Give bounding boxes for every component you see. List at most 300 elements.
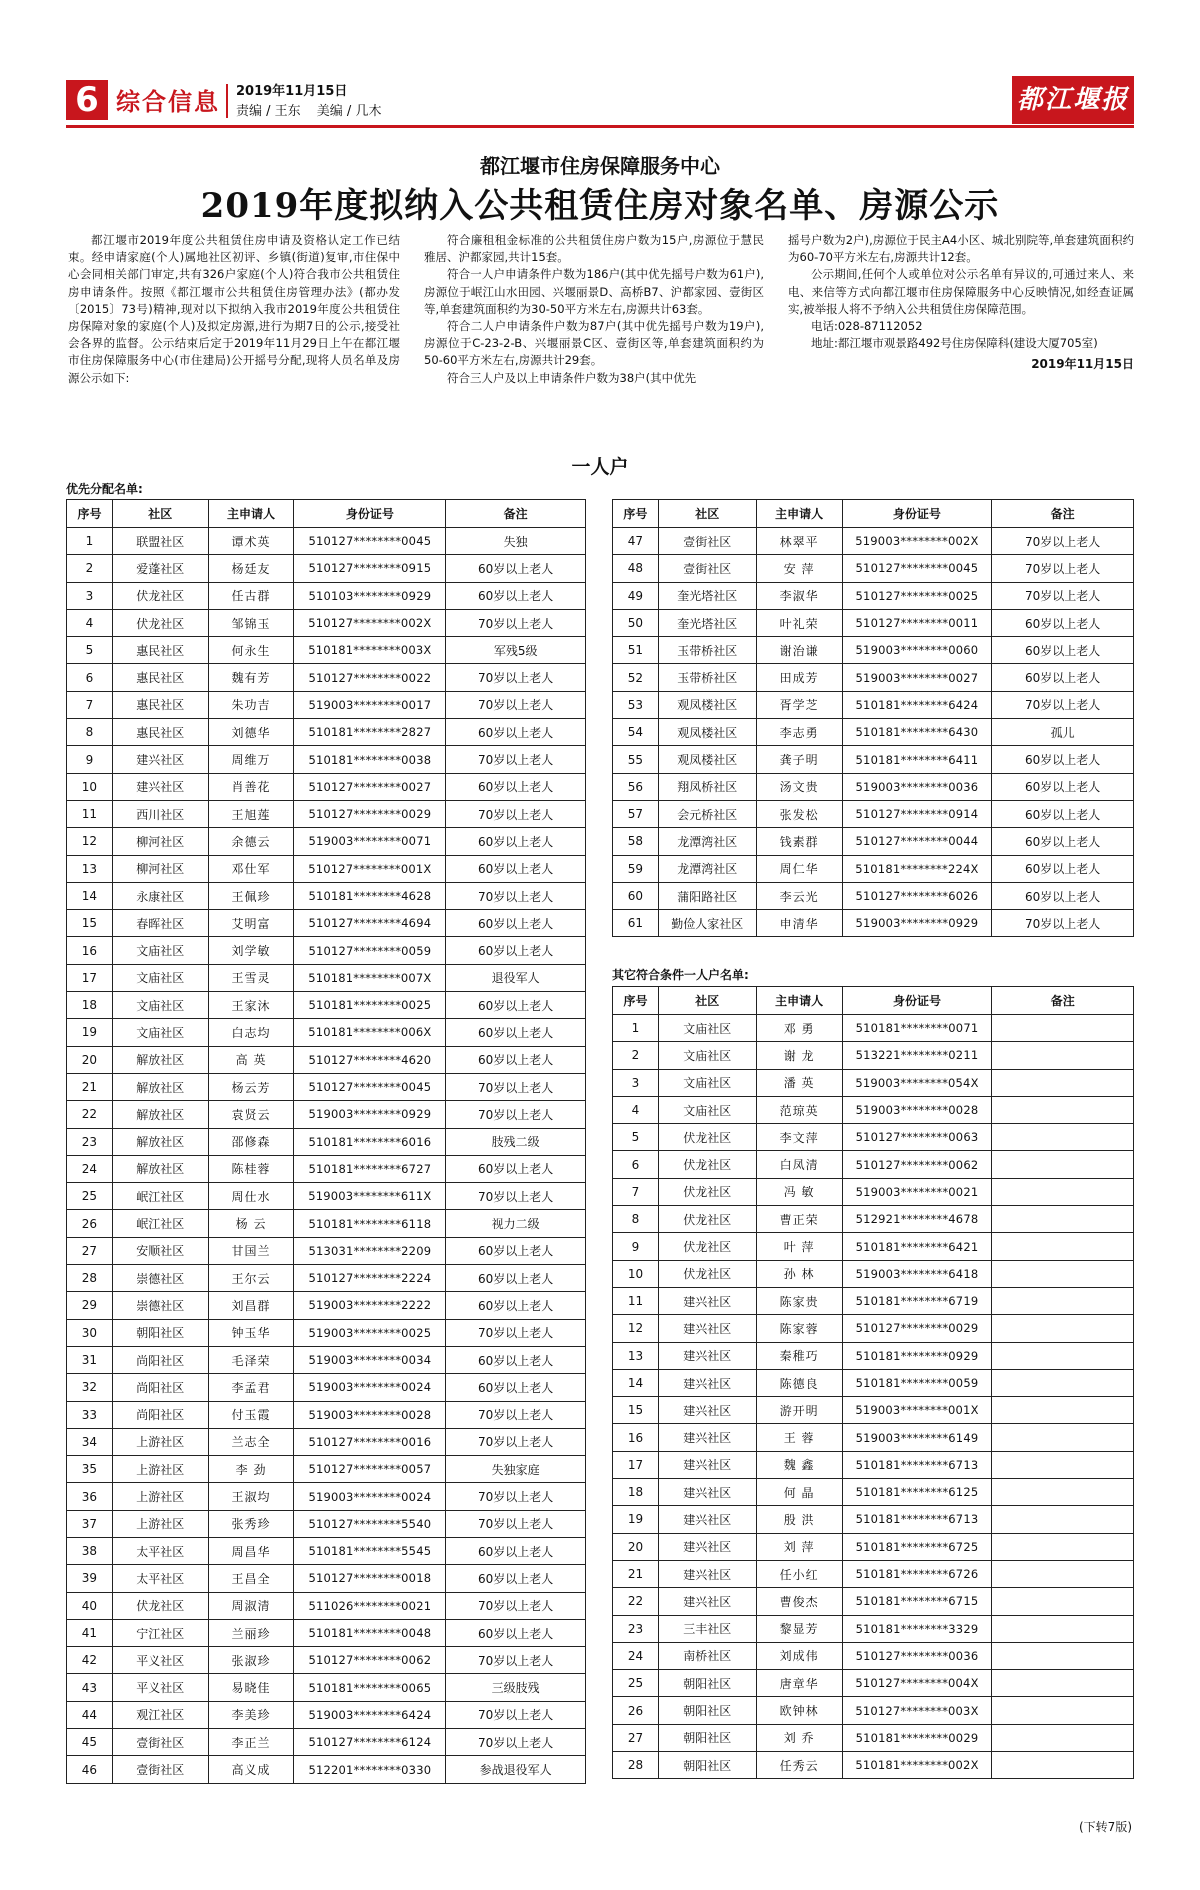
intro-paragraph: 都江堰市2019年度公共租赁住房申请及资格认定工作已结束。经申请家庭(个人)属地社区初评、乡镇(街道)复审,市住保中心会同相关部门审定,共有326户家庭(个人)符合我市公共租赁住房申请条件。按照《都江堰市公共租赁住房管理办法》(都办发〔2015〕73号)精神,现对以下拟纳入我市2019年度公共租赁住房保障对象的家庭(个人)及拟定房源,进行为期7日的公示,接受社会各界的监督。公示结束后定于2019年11月29日上午在都江堰市住房保障服务中心(市住建局)公开摇号分配,现将人员名单及房源公示如下: (68, 233, 400, 385)
table-row (67, 1019, 586, 1046)
cell-id-number: 510127********0022 (294, 664, 446, 691)
cell-remark (992, 1615, 1134, 1642)
table-row (613, 882, 1134, 909)
cell-id-number: 519003********6418 (842, 1260, 992, 1287)
cell-number: 16 (67, 937, 113, 964)
cell-applicant: 冯 敏 (756, 1178, 842, 1205)
cell-community: 建兴社区 (112, 773, 208, 800)
table-row (613, 1752, 1134, 1779)
cell-number: 28 (67, 1265, 113, 1292)
cell-community: 尚阳社区 (112, 1401, 208, 1428)
cell-community: 壹街社区 (658, 528, 756, 555)
cell-community: 朝阳社区 (658, 1752, 756, 1779)
table-row (613, 1369, 1134, 1396)
cell-applicant: 李 劲 (208, 1456, 294, 1483)
cell-number: 56 (613, 773, 659, 800)
cell-community: 勤俭人家社区 (658, 910, 756, 937)
table-row (67, 637, 586, 664)
body-column-2 (424, 232, 764, 387)
table-row (613, 1342, 1134, 1369)
cell-id-number: 510181********6430 (842, 719, 992, 746)
cell-id-number: 510181********6424 (842, 691, 992, 718)
cell-applicant: 任古群 (208, 582, 294, 609)
cell-number: 19 (613, 1506, 659, 1533)
cell-remark: 70岁以上老人 (446, 1592, 586, 1619)
cell-community: 朝阳社区 (112, 1319, 208, 1346)
notice-date: 2019年11月15日 (1031, 357, 1134, 372)
cell-id-number: 510181********6125 (842, 1479, 992, 1506)
cell-number: 30 (67, 1319, 113, 1346)
cell-remark: 70岁以上老人 (446, 800, 586, 827)
cell-id-number: 519003********0025 (294, 1319, 446, 1346)
table-header-row (613, 500, 1134, 528)
three-person-continued: 摇号户数为2户),房源位于民主A4小区、城北别院等,单套建筑面积约为60-70平方米左右,房源共计12套。 (788, 233, 1134, 265)
cell-remark: 70岁以上老人 (992, 555, 1134, 582)
cell-number: 43 (67, 1674, 113, 1701)
cell-number: 46 (67, 1756, 113, 1783)
cell-remark (992, 1533, 1134, 1560)
table-row (67, 800, 586, 827)
cell-remark: 70岁以上老人 (446, 1401, 586, 1428)
cell-applicant: 毛泽荣 (208, 1346, 294, 1373)
cell-id-number: 510181********002X (842, 1752, 992, 1779)
cell-applicant: 周仕水 (208, 1183, 294, 1210)
cell-remark: 60岁以上老人 (446, 1565, 586, 1592)
organization-name: 都江堰市住房保障服务中心 (480, 154, 720, 178)
cell-number: 27 (67, 1237, 113, 1264)
page-number: 6 (66, 80, 108, 120)
cell-id-number: 510127********0029 (842, 1315, 992, 1342)
cell-remark (992, 1015, 1134, 1042)
cell-number: 26 (613, 1697, 659, 1724)
cell-community: 建兴社区 (658, 1397, 756, 1424)
cell-remark (992, 1670, 1134, 1697)
cell-remark (992, 1315, 1134, 1342)
cell-number: 20 (67, 1046, 113, 1073)
cell-remark: 70岁以上老人 (446, 1729, 586, 1756)
cell-applicant: 杨云芳 (208, 1073, 294, 1100)
cell-id-number: 510181********007X (294, 964, 446, 991)
cell-remark: 60岁以上老人 (992, 664, 1134, 691)
cell-applicant: 王淑均 (208, 1483, 294, 1510)
cell-community: 蒲阳路社区 (658, 882, 756, 909)
cell-remark: 70岁以上老人 (446, 1510, 586, 1537)
cell-community: 龙潭湾社区 (658, 855, 756, 882)
cell-id-number: 510127********0016 (294, 1428, 446, 1455)
cell-applicant: 田成芳 (756, 664, 842, 691)
cell-id-number: 510127********2224 (294, 1265, 446, 1292)
cell-applicant: 周维万 (208, 746, 294, 773)
table-row (67, 964, 586, 991)
cell-id-number: 510127********0044 (842, 828, 992, 855)
cell-number: 13 (613, 1342, 659, 1369)
table-row (67, 773, 586, 800)
column-header: 主申请人 (208, 500, 294, 528)
cell-remark: 肢残二级 (446, 1128, 586, 1155)
cell-remark: 60岁以上老人 (446, 1619, 586, 1646)
table-row (67, 746, 586, 773)
table-header-row (67, 500, 586, 528)
table-row (67, 1374, 586, 1401)
cell-remark: 60岁以上老人 (446, 1155, 586, 1182)
table-row (67, 582, 586, 609)
cell-number: 4 (67, 609, 113, 636)
cell-community: 壹街社区 (112, 1756, 208, 1783)
cell-remark (992, 1233, 1134, 1260)
cell-applicant: 李文萍 (756, 1124, 842, 1151)
cell-id-number: 510127********0059 (294, 937, 446, 964)
cell-remark (992, 1697, 1134, 1724)
cell-applicant: 刘成伟 (756, 1642, 842, 1669)
cell-id-number: 519003********001X (842, 1397, 992, 1424)
cell-number: 13 (67, 855, 113, 882)
table-row (67, 1128, 586, 1155)
cell-remark: 60岁以上老人 (446, 1537, 586, 1564)
table-row (67, 1183, 586, 1210)
cell-number: 26 (67, 1210, 113, 1237)
table-row (67, 1073, 586, 1100)
table-header-row (613, 987, 1134, 1015)
cell-community: 宁江社区 (112, 1619, 208, 1646)
cell-id-number: 510181********6719 (842, 1287, 992, 1314)
cell-remark: 退役军人 (446, 964, 586, 991)
cell-applicant: 曹正荣 (756, 1206, 842, 1233)
cell-community: 岷江社区 (112, 1183, 208, 1210)
cell-applicant: 刘德华 (208, 719, 294, 746)
cell-applicant: 刘 萍 (756, 1533, 842, 1560)
table-row (613, 1178, 1134, 1205)
cell-applicant: 艾明富 (208, 910, 294, 937)
column-header: 备注 (992, 987, 1134, 1015)
header-rule (66, 125, 1134, 128)
three-person-paragraph: 符合三人户及以上申请条件户数为38户(其中优先 (447, 370, 697, 385)
body-column-1 (68, 232, 400, 387)
cell-id-number: 510127********001X (294, 855, 446, 882)
cell-remark (992, 1752, 1134, 1779)
table-row (67, 1456, 586, 1483)
cell-number: 45 (67, 1729, 113, 1756)
cell-number: 17 (613, 1451, 659, 1478)
cell-applicant: 魏 鑫 (756, 1451, 842, 1478)
cell-remark: 70岁以上老人 (446, 1647, 586, 1674)
other-list-label: 其它符合条件一人户名单: (612, 968, 749, 982)
cell-number: 29 (67, 1292, 113, 1319)
cell-community: 建兴社区 (658, 1287, 756, 1314)
table-row (67, 1565, 586, 1592)
cell-applicant: 欧钟林 (756, 1697, 842, 1724)
cell-number: 4 (613, 1096, 659, 1123)
cell-community: 建兴社区 (658, 1451, 756, 1478)
table-row (67, 1619, 586, 1646)
cell-id-number: 513031********2209 (294, 1237, 446, 1264)
cell-id-number: 511026********0021 (294, 1592, 446, 1619)
cell-community: 上游社区 (112, 1428, 208, 1455)
cell-remark: 60岁以上老人 (446, 1292, 586, 1319)
cell-id-number: 510181********0059 (842, 1369, 992, 1396)
table-row (613, 1724, 1134, 1751)
table-row (67, 1729, 586, 1756)
cell-community: 文庙社区 (112, 1019, 208, 1046)
cell-remark: 60岁以上老人 (446, 910, 586, 937)
cell-community: 伏龙社区 (112, 582, 208, 609)
table-row (613, 1287, 1134, 1314)
cell-id-number: 510127********0045 (294, 528, 446, 555)
cell-community: 太平社区 (112, 1537, 208, 1564)
contact-address: 地址:都江堰市观景路492号住房保障科(建设大厦705室) (811, 336, 1098, 351)
cell-community: 文庙社区 (658, 1069, 756, 1096)
cell-number: 53 (613, 691, 659, 718)
cell-remark: 60岁以上老人 (446, 582, 586, 609)
table-row (613, 1697, 1134, 1724)
cell-number: 33 (67, 1401, 113, 1428)
table-row (613, 555, 1134, 582)
cell-applicant: 范琼英 (756, 1096, 842, 1123)
cell-community: 会元桥社区 (658, 800, 756, 827)
cell-community: 惠民社区 (112, 719, 208, 746)
cell-id-number: 510127********4694 (294, 910, 446, 937)
cell-community: 解放社区 (112, 1128, 208, 1155)
cell-applicant: 潘 英 (756, 1069, 842, 1096)
cell-community: 西川社区 (112, 800, 208, 827)
cell-id-number: 510181********6726 (842, 1560, 992, 1587)
cell-id-number: 519003********0036 (842, 773, 992, 800)
cell-applicant: 谢 龙 (756, 1042, 842, 1069)
cell-id-number: 510127********0045 (294, 1073, 446, 1100)
table-row (613, 1479, 1134, 1506)
cell-id-number: 510103********0929 (294, 582, 446, 609)
cell-applicant: 谭术英 (208, 528, 294, 555)
cell-applicant: 付玉霞 (208, 1401, 294, 1428)
cell-community: 伏龙社区 (112, 609, 208, 636)
cell-id-number: 510181********0025 (294, 992, 446, 1019)
cell-applicant: 李志勇 (756, 719, 842, 746)
cell-applicant: 李正兰 (208, 1729, 294, 1756)
cell-community: 龙潭湾社区 (658, 828, 756, 855)
table-row (67, 828, 586, 855)
cell-remark (992, 1506, 1134, 1533)
cell-number: 55 (613, 746, 659, 773)
table-row (67, 882, 586, 909)
cell-applicant: 余德云 (208, 828, 294, 855)
cell-applicant: 任秀云 (756, 1752, 842, 1779)
cell-remark (992, 1560, 1134, 1587)
cell-applicant: 高 英 (208, 1046, 294, 1073)
cell-community: 翔凤桥社区 (658, 773, 756, 800)
cell-applicant: 曹俊杰 (756, 1588, 842, 1615)
issue-date: 2019年11月15日 (236, 84, 348, 99)
table-row (67, 1346, 586, 1373)
cell-community: 观凤楼社区 (658, 746, 756, 773)
column-header: 序号 (613, 500, 659, 528)
article-body (68, 232, 1134, 424)
table-row (67, 1701, 586, 1728)
cell-id-number: 510181********6411 (842, 746, 992, 773)
cell-community: 观江社区 (112, 1701, 208, 1728)
cell-id-number: 510181********224X (842, 855, 992, 882)
table-row (67, 1292, 586, 1319)
priority-list-label: 优先分配名单: (66, 482, 143, 496)
cell-id-number: 510127********4620 (294, 1046, 446, 1073)
cell-id-number: 519003********611X (294, 1183, 446, 1210)
cell-remark: 70岁以上老人 (446, 1183, 586, 1210)
cell-remark: 60岁以上老人 (992, 800, 1134, 827)
cell-community: 建兴社区 (658, 1588, 756, 1615)
contact-phone: 电话:028-87112052 (811, 319, 923, 334)
table-row (67, 1674, 586, 1701)
column-header: 主申请人 (756, 500, 842, 528)
cell-applicant: 王家沐 (208, 992, 294, 1019)
cell-remark: 60岁以上老人 (992, 855, 1134, 882)
table-row (613, 1642, 1134, 1669)
cell-number: 25 (67, 1183, 113, 1210)
cell-id-number: 510127********0914 (842, 800, 992, 827)
cell-id-number: 510181********0071 (842, 1015, 992, 1042)
cell-applicant: 叶 萍 (756, 1233, 842, 1260)
cell-remark: 60岁以上老人 (446, 1019, 586, 1046)
column-header: 身份证号 (842, 500, 992, 528)
cell-remark: 60岁以上老人 (992, 746, 1134, 773)
cell-id-number: 519003********0021 (842, 1178, 992, 1205)
cell-number: 5 (67, 637, 113, 664)
cell-number: 58 (613, 828, 659, 855)
column-header: 社区 (658, 987, 756, 1015)
cell-applicant: 邹锦玉 (208, 609, 294, 636)
cell-community: 奎光塔社区 (658, 582, 756, 609)
cell-id-number: 519003********0028 (294, 1401, 446, 1428)
cell-applicant: 唐章华 (756, 1670, 842, 1697)
cell-id-number: 519003********054X (842, 1069, 992, 1096)
cell-applicant: 王昌全 (208, 1565, 294, 1592)
table-row (67, 1265, 586, 1292)
cell-number: 10 (67, 773, 113, 800)
cell-number: 48 (613, 555, 659, 582)
table-row (67, 937, 586, 964)
cell-remark: 70岁以上老人 (446, 1701, 586, 1728)
cell-id-number: 519003********2222 (294, 1292, 446, 1319)
table-row (613, 1206, 1134, 1233)
cell-remark (992, 1451, 1134, 1478)
table-row (67, 1155, 586, 1182)
cell-community: 建兴社区 (658, 1506, 756, 1533)
cell-community: 崇德社区 (112, 1292, 208, 1319)
cell-id-number: 519003********0060 (842, 637, 992, 664)
table-row (67, 1483, 586, 1510)
cell-id-number: 519003********0024 (294, 1483, 446, 1510)
cell-number: 35 (67, 1456, 113, 1483)
cell-community: 奎光塔社区 (658, 609, 756, 636)
cell-applicant: 白凤清 (756, 1151, 842, 1178)
cell-remark: 70岁以上老人 (446, 1483, 586, 1510)
cell-remark (992, 1588, 1134, 1615)
table-row (613, 746, 1134, 773)
cell-remark (992, 1424, 1134, 1451)
cell-number: 31 (67, 1346, 113, 1373)
table-row (613, 664, 1134, 691)
table-row (613, 528, 1134, 555)
cell-applicant: 游开明 (756, 1397, 842, 1424)
cell-applicant: 李美珍 (208, 1701, 294, 1728)
cell-applicant: 易晓佳 (208, 1674, 294, 1701)
table-row (613, 855, 1134, 882)
table-row (67, 1510, 586, 1537)
cell-id-number: 510127********6124 (294, 1729, 446, 1756)
cell-applicant: 王 蓉 (756, 1424, 842, 1451)
cell-remark: 70岁以上老人 (992, 691, 1134, 718)
cell-number: 47 (613, 528, 659, 555)
cell-number: 18 (67, 992, 113, 1019)
cell-number: 14 (613, 1369, 659, 1396)
table-row (67, 664, 586, 691)
table-row (613, 1233, 1134, 1260)
cell-id-number: 510181********003X (294, 637, 446, 664)
table-row (613, 1015, 1134, 1042)
cell-community: 惠民社区 (112, 691, 208, 718)
cell-id-number: 510181********6727 (294, 1155, 446, 1182)
table-row (613, 1560, 1134, 1587)
cell-remark (992, 1069, 1134, 1096)
cell-number: 16 (613, 1424, 659, 1451)
cell-remark (992, 1642, 1134, 1669)
cell-number: 40 (67, 1592, 113, 1619)
cell-remark: 60岁以上老人 (992, 882, 1134, 909)
other-table (612, 986, 1134, 1779)
cell-community: 建兴社区 (112, 746, 208, 773)
column-header: 序号 (67, 500, 113, 528)
cell-number: 7 (67, 691, 113, 718)
cell-applicant: 张秀珍 (208, 1510, 294, 1537)
column-header: 社区 (112, 500, 208, 528)
table-row (67, 1210, 586, 1237)
cell-remark: 参战退役军人 (446, 1756, 586, 1783)
cell-number: 42 (67, 1647, 113, 1674)
cell-remark (992, 1151, 1134, 1178)
cell-number: 22 (613, 1588, 659, 1615)
cell-community: 建兴社区 (658, 1533, 756, 1560)
cell-applicant: 任小红 (756, 1560, 842, 1587)
cell-applicant: 王尔云 (208, 1265, 294, 1292)
cell-community: 尚阳社区 (112, 1374, 208, 1401)
cell-community: 建兴社区 (658, 1479, 756, 1506)
cell-id-number: 512921********4678 (842, 1206, 992, 1233)
cell-remark: 70岁以上老人 (446, 882, 586, 909)
cell-community: 文庙社区 (112, 964, 208, 991)
cell-community: 解放社区 (112, 1155, 208, 1182)
cell-community: 上游社区 (112, 1483, 208, 1510)
cell-community: 尚阳社区 (112, 1346, 208, 1373)
table-row (613, 1533, 1134, 1560)
column-header: 身份证号 (842, 987, 992, 1015)
cell-remark: 70岁以上老人 (992, 528, 1134, 555)
table-row (613, 1588, 1134, 1615)
cell-community: 解放社区 (112, 1101, 208, 1128)
cell-id-number: 519003********002X (842, 528, 992, 555)
cell-id-number: 510127********0063 (842, 1124, 992, 1151)
table-row (613, 910, 1134, 937)
cell-number: 54 (613, 719, 659, 746)
table-row (67, 1101, 586, 1128)
section-name: 综合信息 (116, 88, 220, 116)
cell-applicant: 殷 洪 (756, 1506, 842, 1533)
cell-id-number: 519003********0929 (294, 1101, 446, 1128)
table-row (613, 719, 1134, 746)
cell-applicant: 王佩珍 (208, 882, 294, 909)
cell-id-number: 510127********0027 (294, 773, 446, 800)
cell-id-number: 510181********5545 (294, 1537, 446, 1564)
cell-number: 9 (613, 1233, 659, 1260)
objection-paragraph: 公示期间,任何个人或单位对公示名单有异议的,可通过来人、来电、来信等方式向都江堰市住房保障服务中心反映情况,如经查证属实,被举报人将不予纳入公共租赁住房保障范围。 (788, 267, 1134, 316)
cell-applicant: 兰志全 (208, 1428, 294, 1455)
cell-id-number: 510127********0029 (294, 800, 446, 827)
